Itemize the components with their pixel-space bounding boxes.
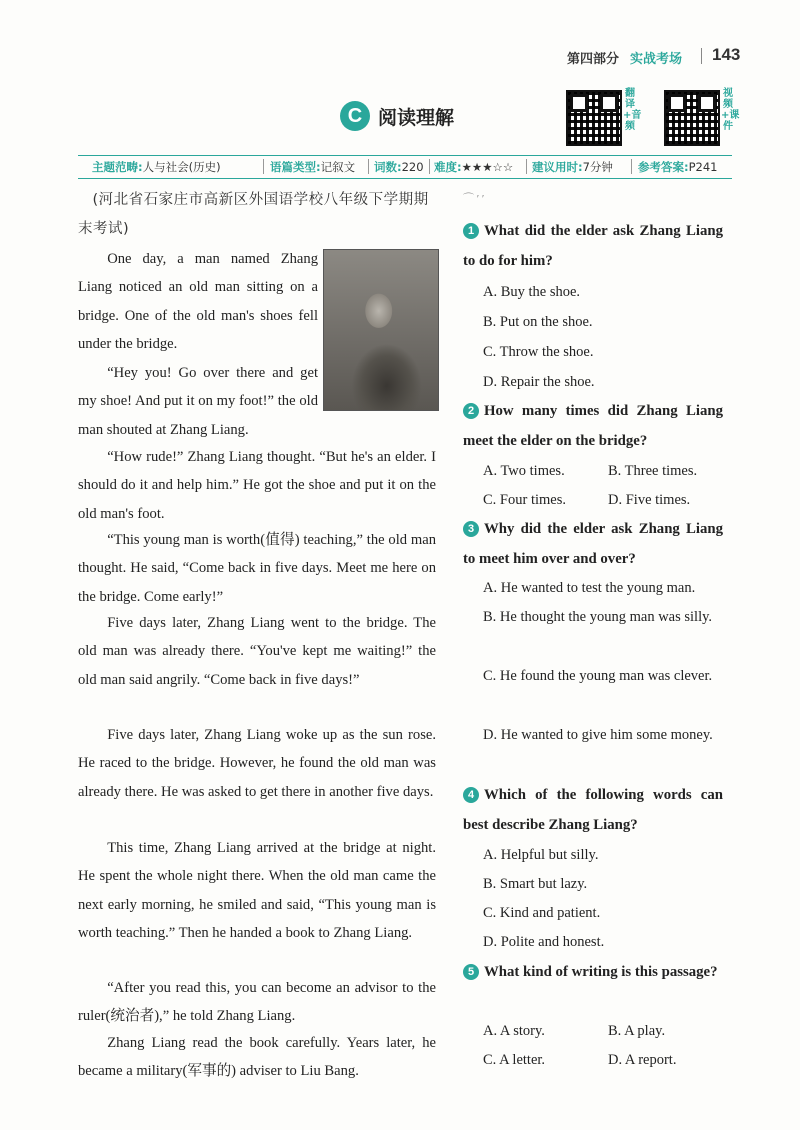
topic-info: 主题范畴:人与社会(历史) [92,160,221,174]
option-2d[interactable]: D. Five times. [608,492,691,508]
option-1c[interactable]: C. Throw the shoe. [483,344,594,360]
qr-label-translation: 翻译+音频 [623,88,642,132]
passage-source: (河北省石家庄市高新区外国语学校八年级下学期期末考试) [78,192,429,237]
header-section: 第四部分 [567,52,620,67]
option-2a[interactable]: A. Two times. [483,463,565,479]
qr-code-translation[interactable] [566,90,622,146]
option-5c[interactable]: C. A letter. [483,1052,546,1068]
question-number-icon: 2 [463,403,479,419]
option-4d[interactable]: D. Polite and honest. [483,934,605,950]
passage-paragraph: Five days later, Zhang Liang went to the bridge. The old man was already there. “You've kept me waiting!” the old man said angrily. “Come back in five days!” [78,615,436,688]
question-2: 2 How many times did Zhang Liang meet the elder on the bridge? [463,403,723,449]
passage-paragraph: Zhang Liang read the book carefully. Years later, he became a military(军事的) adviser to Liu Bang. [78,1035,436,1080]
genre-info: 语篇类型:记叙文 [270,160,356,174]
option-4c[interactable]: C. Kind and patient. [483,905,601,921]
qr-code-video[interactable] [664,90,720,146]
option-3b[interactable]: B. He thought the young man was silly. [483,609,713,625]
info-divider [429,159,430,174]
option-2b[interactable]: B. Three times. [608,463,698,479]
option-3a[interactable]: A. He wanted to test the young man. [483,580,696,596]
option-1d[interactable]: D. Repair the shoe. [483,374,595,390]
option-4a[interactable]: A. Helpful but silly. [483,847,599,863]
question-4: 4 Which of the following words can best describe Zhang Liang? [463,787,723,833]
page-header [512,42,792,70]
difficulty-info: 难度:★★★☆☆ [434,160,514,174]
option-5d[interactable]: D. A report. [608,1052,677,1068]
option-3c[interactable]: C. He found the young man was clever. [483,668,713,684]
info-divider [263,159,264,174]
option-4b[interactable]: B. Smart but lazy. [483,876,588,892]
option-1b[interactable]: B. Put on the shoe. [483,314,593,330]
decoration-marks: ⌒ ′ ′ [463,193,485,205]
option-1a[interactable]: A. Buy the shoe. [483,284,581,300]
header-subsection: 实战考场 [630,52,683,67]
portrait-image [323,249,439,411]
word-count-info: 词数:220 [374,160,424,174]
question-number-icon: 1 [463,223,479,239]
option-5b[interactable]: B. A play. [608,1023,666,1039]
title-text: 阅读理解 [378,107,455,129]
passage-paragraph: One day, a man named Zhang Liang noticed an old man sitting on a bridge. One of the old man's shoes fell under the bridge. [78,251,318,352]
passage-paragraph: This time, Zhang Liang arrived at the bridge at night. He spent the whole night there. When the old man came the next early morning, he smiled and said, “This young man is worth teaching.” Then he handed a book to Zhang Liang. [78,840,436,941]
page-number: 143 [712,45,741,64]
question-5: 5 What kind of writing is this passage? [463,958,723,988]
info-divider [368,159,369,174]
info-bar [78,155,732,179]
question-number-icon: 3 [463,521,479,537]
passage-paragraph: “Hey you! Go over there and get my shoe! And put it on my foot!” the old man shouted at Zhang Liang. [78,365,318,438]
option-5a[interactable]: A. A story. [483,1023,545,1039]
passage-paragraph: “How rude!” Zhang Liang thought. “But he's an elder. I should do it and help him.” He got the shoe and put it on the old man's foot. [78,449,436,522]
passage-paragraph: “After you read this, you can become an advisor to the ruler(统治者),” he told Zhang Liang. [78,980,436,1025]
question-1: 1 What did the elder ask Zhang Liang to do for him? [463,223,723,269]
question-number-icon: 4 [463,787,479,803]
section-c-icon: C [340,101,370,131]
question-3: 3 Why did the elder ask Zhang Liang to meet him over and over? [463,521,723,567]
option-2c[interactable]: C. Four times. [483,492,566,508]
time-info: 建议用时:7分钟 [532,160,613,174]
info-divider [526,159,527,174]
qr-label-video: 视频+课件 [721,88,740,132]
answer-ref-info: 参考答案:P241 [638,160,718,174]
passage-paragraph: “This young man is worth(值得) teaching,” the old man thought. He said, “Come back in five days. Meet me here on the bridge. Come early!” [78,532,436,605]
info-divider [631,159,632,174]
question-number-icon: 5 [463,964,479,980]
header-divider [701,48,702,64]
passage-paragraph: Five days later, Zhang Liang woke up as the sun rose. He raced to the bridge. However, he found the old man was already there. He was asked to get there in another five days. [78,727,436,800]
option-3d[interactable]: D. He wanted to give him some money. [483,727,713,743]
